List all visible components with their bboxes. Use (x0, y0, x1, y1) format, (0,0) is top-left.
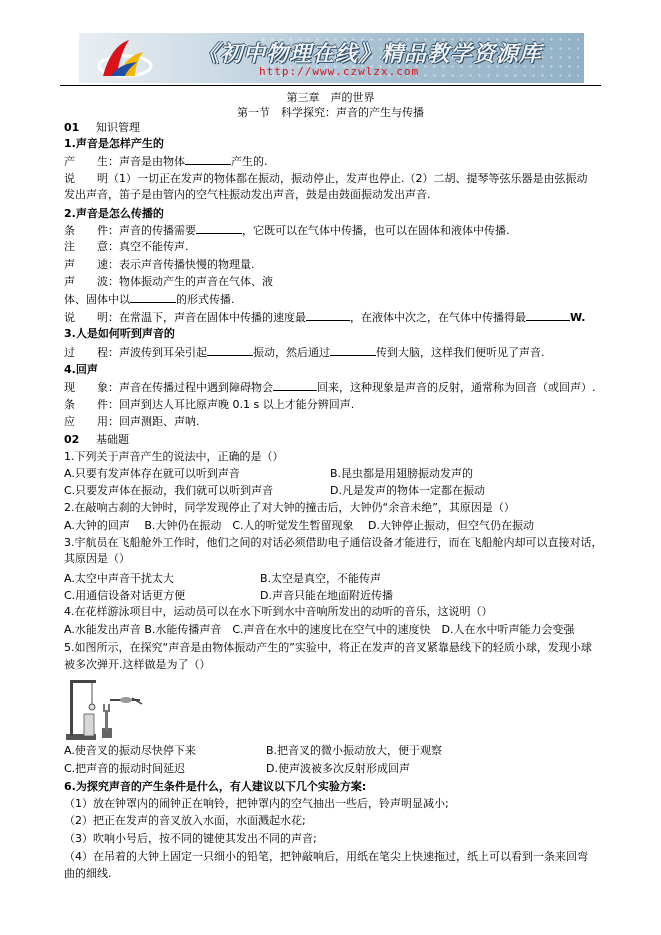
ex3-option-c[interactable]: C.用通信设备对话更方便 (64, 589, 186, 602)
q1-line-3: 发出声音，笛子是由管内的空气柱振动发出声音，鼓是由鼓面振动发出声音. (64, 188, 431, 201)
q2-line-3: 声 速：表示声音传播快慢的物理量. (64, 258, 255, 271)
fill-blank[interactable] (207, 345, 253, 356)
ex5-stem-line-2: 被多次弹开.这样做是为了（） (64, 658, 211, 671)
q4-line-3: 应 用：回声测距、声呐. (64, 415, 200, 428)
ex4-stem: 4.在花样游泳项目中，运动员可以在水下听到水中音响所发出的动听的音乐，这说明（） (64, 605, 493, 618)
part1-number: 01 (64, 121, 80, 134)
ex1-option-b[interactable]: B.昆虫都是用翅膀振动发声的 (330, 467, 474, 480)
ex3-option-b[interactable]: B.太空是真空，不能传声 (260, 572, 382, 585)
ex3-stem-line-1: 3.宇航员在飞船舱外工作时，他们之间的对话必须借助电子通信设备才能进行，而在飞船舱内却可以直接对话， (64, 536, 603, 549)
ex5-stem-line-1: 5.如图所示，在探究“声音是由物体振动产生的”实验中，将正在发声的音叉紧靠悬线下的轻质小球，发现小球 (64, 641, 592, 654)
q1-heading: 1.声音是怎样产生的 (64, 137, 164, 150)
fill-blank[interactable] (306, 310, 350, 321)
banner-title: 《初中物理在线》精品教学资源库 (197, 41, 543, 67)
fill-blank[interactable] (196, 223, 242, 234)
q2-line-4: 声 波：物体振动产生的声音在气体、液 (64, 275, 273, 288)
q2-heading: 2.声音是怎么传播的 (64, 207, 164, 220)
q2-line-6: 说 明：在常温下，声音在固体中传播的速度最 ，在液体中次之，在气体中传播得最 W. (64, 311, 586, 324)
q2-line-5: 体、固体中以 的形式传播. (64, 293, 235, 306)
ex2-stem: 2.在敲响古刹的大钟时，同学发现停止了对大钟的撞击后，大钟仍“余音未绝”，其原因是（） (64, 501, 515, 514)
ex1-stem: 1.下列关于声音产生的说法中，正确的是（） (64, 450, 284, 463)
chapter-title: 第三章 声的世界 (286, 91, 375, 104)
fill-blank[interactable] (526, 310, 570, 321)
q1-line-2: 说 明（1）一切正在发声的物体都在振动，振动停止，发声也停止.（2）二胡、提琴等弦乐器是由弦振动 (64, 172, 588, 185)
ex3-option-d[interactable]: D.声音只能在地面附近传播 (260, 589, 393, 602)
ex6-scheme-3: （3）吹响小号后，按不同的键使其发出不同的声音; (64, 832, 317, 845)
tuning-fork-apparatus-figure (62, 674, 146, 744)
ex2-options[interactable]: A.大钟的回声 B.大钟仍在振动 C.人的听觉发生暂留现象 D.大钟停止振动，但空气仍在振动 (64, 519, 535, 532)
ex6-scheme-4-cont: 曲的细线. (64, 867, 112, 880)
q3-heading: 3.人是如何听到声音的 (64, 327, 175, 340)
ex1-option-d[interactable]: D.凡是发声的物体一定都在振动 (330, 484, 485, 497)
q3-line-1: 过 程：声波传到耳朵引起 振动，然后通过 传到大脑，这样我们便听见了声音. (64, 346, 545, 359)
header-banner (79, 33, 584, 83)
section-title: 第一节 科学探究：声音的产生与传播 (237, 106, 424, 119)
fill-blank[interactable] (273, 380, 317, 391)
q1-line-1: 产 生：声音是由物体 产生的. (64, 155, 268, 168)
ex6-stem: 6.为探究声音的产生条件是什么，有人建议以下几个实验方案: (64, 780, 367, 793)
part1-title: 知识管理 (96, 121, 140, 134)
q2-line-2: 注 意：真空不能传声. (64, 240, 189, 253)
ex5-option-b[interactable]: B.把音叉的微小振动放大，便于观察 (266, 744, 443, 757)
fill-blank[interactable] (130, 292, 176, 303)
part2-number: 02 (64, 433, 80, 446)
banner-url: http://www.czwlzx.com (259, 65, 420, 78)
ex6-scheme-1: （1）放在钟罩内的闹钟正在响铃，把钟罩内的空气抽出一些后，铃声明显减小; (64, 797, 449, 810)
ex6-scheme-2: （2）把正在发声的音叉放入水面，水面溅起水花; (64, 814, 306, 827)
header-rule (60, 85, 601, 86)
q4-line-2: 条 件：回声到达人耳比原声晚 0.1 s 以上才能分辨回声. (64, 398, 355, 411)
q4-heading: 4.回声 (64, 363, 98, 376)
part2-title: 基础题 (96, 433, 129, 446)
ex5-option-a[interactable]: A.使音叉的振动尽快停下来 (64, 744, 196, 757)
site-logo-icon (89, 36, 155, 80)
ex3-stem-line-2: 其原因是（） (64, 552, 130, 565)
ex6-scheme-4: （4）在吊着的大钟上固定一只细小的铅笔，把钟敲响后，用纸在笔尖上快速拖过，纸上可以看到一条来回弯 (64, 850, 588, 863)
q4-line-1: 现 象：声音在传播过程中遇到障碍物会 回来，这种现象是声音的反射，通常称为回音（或回声）. (64, 381, 596, 394)
ex1-option-c[interactable]: C.只要发声体在振动，我们就可以听到声音 (64, 484, 274, 497)
ex1-option-a[interactable]: A.只要有发声体存在就可以听到声音 (64, 467, 240, 480)
ex5-option-d[interactable]: D.使声波被多次反射形成回声 (266, 762, 410, 775)
ex5-option-c[interactable]: C.把声音的振动时间延迟 (64, 762, 186, 775)
ex4-options[interactable]: A.水能发出声音 B.水能传播声音 C.声音在水中的速度比在空气中的速度快 D.人在水中听声能力会变强 (64, 623, 575, 636)
q2-line-1: 条 件：声音的传播需要 ，它既可以在气体中传播，也可以在固体和液体中传播. (64, 224, 510, 237)
fill-blank[interactable] (330, 345, 376, 356)
ex3-option-a[interactable]: A.太空中声音干扰太大 (64, 572, 174, 585)
fill-blank[interactable] (185, 154, 231, 165)
